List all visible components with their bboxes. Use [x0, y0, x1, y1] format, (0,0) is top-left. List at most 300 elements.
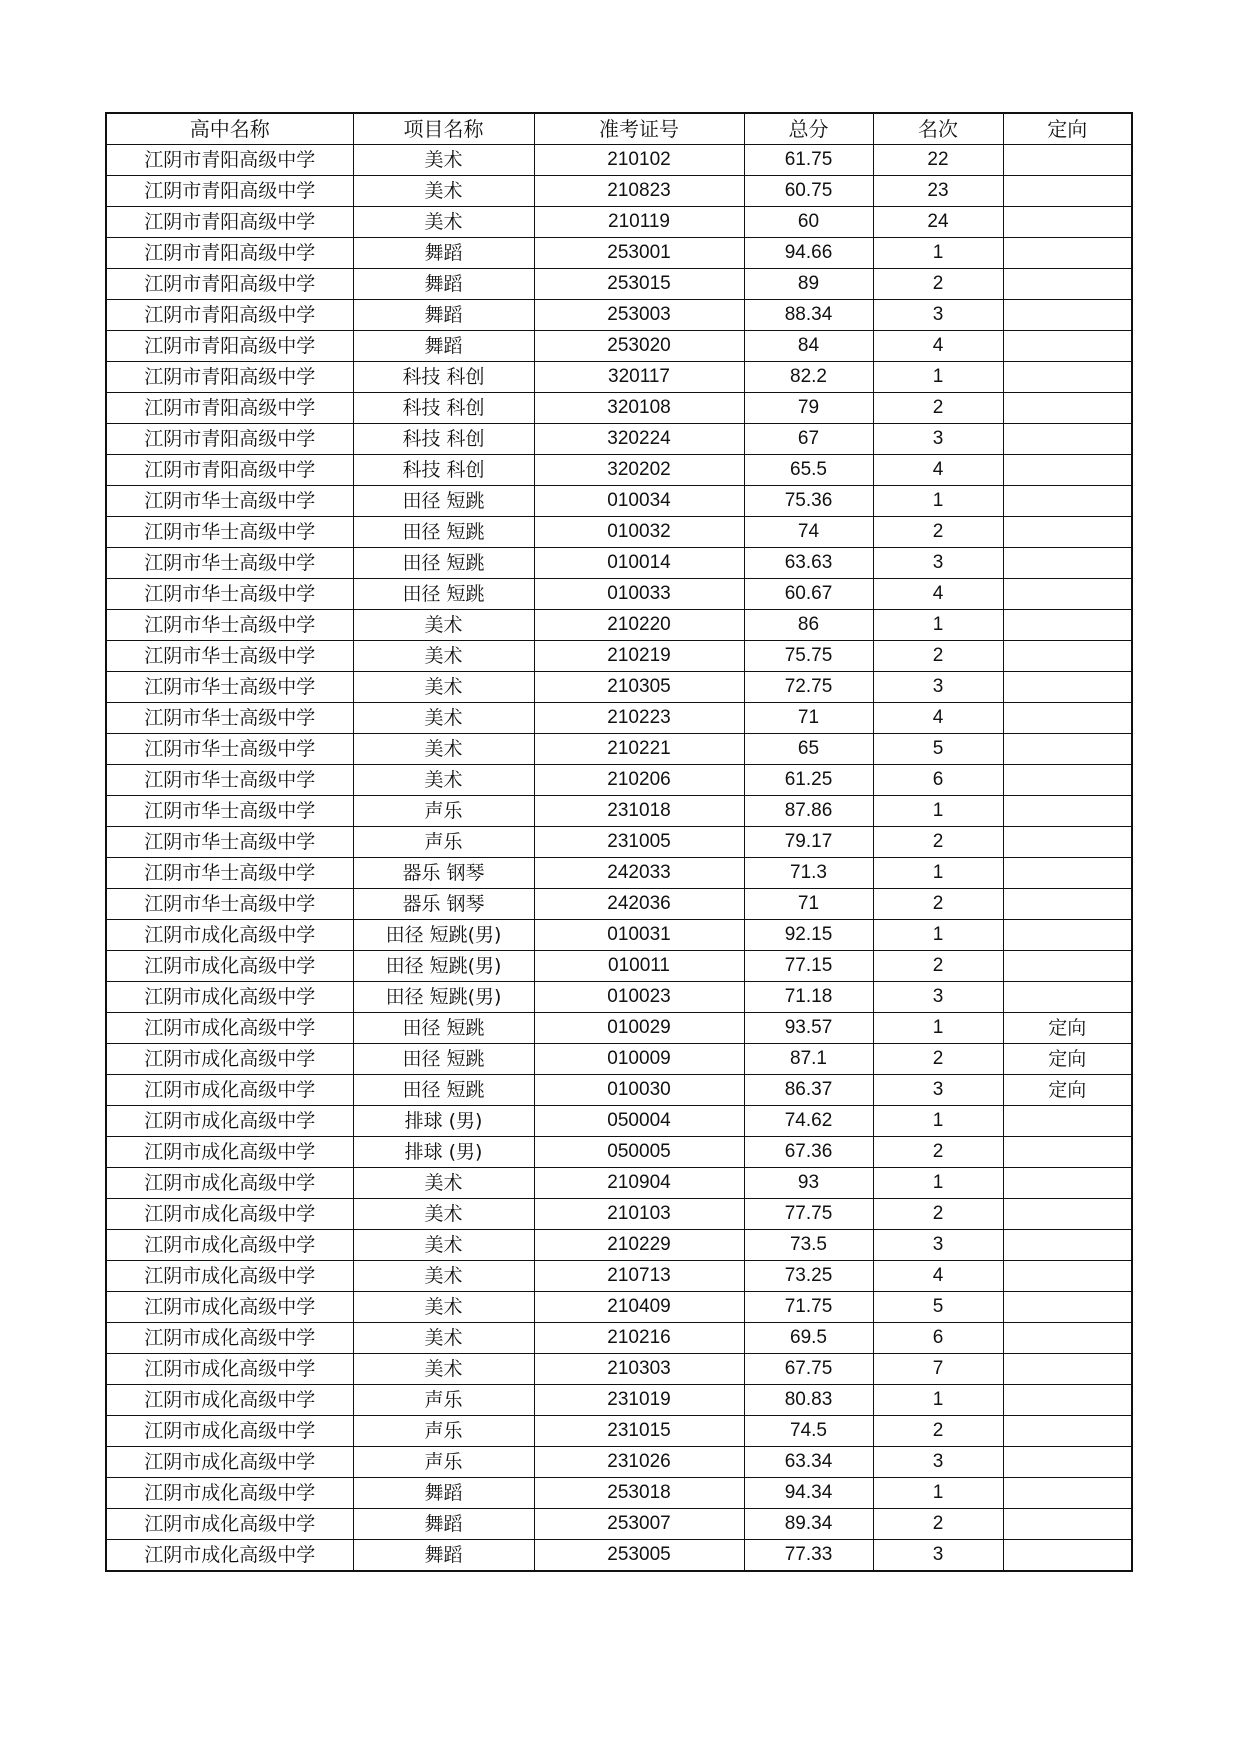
cell-school: 江阴市成化高级中学 [106, 1447, 353, 1478]
cell-rank: 6 [873, 1323, 1003, 1354]
cell-score: 89 [744, 269, 873, 300]
cell-directed: 定向 [1003, 1075, 1132, 1106]
cell-event: 田径 短跳 [353, 1075, 534, 1106]
cell-rank: 2 [873, 1044, 1003, 1075]
cell-rank: 3 [873, 1540, 1003, 1572]
cell-event: 美术 [353, 610, 534, 641]
cell-event: 科技 科创 [353, 393, 534, 424]
table-row [106, 300, 1132, 331]
cell-directed [1003, 548, 1132, 579]
cell-event: 排球 (男) [353, 1106, 534, 1137]
table-row [106, 1354, 1132, 1385]
cell-score: 75.75 [744, 641, 873, 672]
cell-score: 67.36 [744, 1137, 873, 1168]
cell-rank: 4 [873, 455, 1003, 486]
cell-rank: 6 [873, 765, 1003, 796]
cell-score: 87.1 [744, 1044, 873, 1075]
cell-event: 声乐 [353, 1416, 534, 1447]
header-directed: 定向 [1003, 113, 1132, 145]
cell-event: 声乐 [353, 796, 534, 827]
cell-event: 美术 [353, 1168, 534, 1199]
cell-event: 美术 [353, 145, 534, 176]
cell-school: 江阴市成化高级中学 [106, 1199, 353, 1230]
cell-directed [1003, 734, 1132, 765]
cell-directed [1003, 889, 1132, 920]
cell-school: 江阴市华士高级中学 [106, 796, 353, 827]
cell-score: 67.75 [744, 1354, 873, 1385]
cell-directed [1003, 1385, 1132, 1416]
cell-school: 江阴市成化高级中学 [106, 1354, 353, 1385]
cell-score: 65 [744, 734, 873, 765]
table-row [106, 1168, 1132, 1199]
cell-exam-id: 010030 [534, 1075, 744, 1106]
cell-event: 美术 [353, 176, 534, 207]
cell-rank: 5 [873, 734, 1003, 765]
cell-school: 江阴市青阳高级中学 [106, 393, 353, 424]
cell-exam-id: 050004 [534, 1106, 744, 1137]
cell-exam-id: 320108 [534, 393, 744, 424]
cell-exam-id: 210221 [534, 734, 744, 765]
cell-event: 科技 科创 [353, 455, 534, 486]
cell-directed [1003, 796, 1132, 827]
cell-exam-id: 210223 [534, 703, 744, 734]
header-exam-id: 准考证号 [534, 113, 744, 145]
cell-school: 江阴市青阳高级中学 [106, 362, 353, 393]
table-row [106, 610, 1132, 641]
cell-exam-id: 010014 [534, 548, 744, 579]
cell-score: 82.2 [744, 362, 873, 393]
table-row [106, 1106, 1132, 1137]
header-event: 项目名称 [353, 113, 534, 145]
cell-event: 舞蹈 [353, 238, 534, 269]
cell-exam-id: 320202 [534, 455, 744, 486]
table-row [106, 1416, 1132, 1447]
cell-directed [1003, 238, 1132, 269]
cell-exam-id: 050005 [534, 1137, 744, 1168]
cell-score: 79.17 [744, 827, 873, 858]
cell-exam-id: 010023 [534, 982, 744, 1013]
cell-score: 92.15 [744, 920, 873, 951]
table-row [106, 765, 1132, 796]
cell-directed [1003, 610, 1132, 641]
cell-event: 美术 [353, 703, 534, 734]
cell-rank: 2 [873, 1416, 1003, 1447]
cell-school: 江阴市华士高级中学 [106, 827, 353, 858]
cell-exam-id: 210409 [534, 1292, 744, 1323]
cell-school: 江阴市华士高级中学 [106, 734, 353, 765]
cell-school: 江阴市成化高级中学 [106, 1416, 353, 1447]
cell-school: 江阴市华士高级中学 [106, 765, 353, 796]
table-row [106, 579, 1132, 610]
cell-rank: 4 [873, 703, 1003, 734]
cell-directed [1003, 207, 1132, 238]
cell-school: 江阴市成化高级中学 [106, 1292, 353, 1323]
table-row [106, 1044, 1132, 1075]
cell-school: 江阴市华士高级中学 [106, 548, 353, 579]
header-school: 高中名称 [106, 113, 353, 145]
cell-score: 65.5 [744, 455, 873, 486]
cell-exam-id: 210823 [534, 176, 744, 207]
cell-rank: 1 [873, 1013, 1003, 1044]
cell-school: 江阴市华士高级中学 [106, 889, 353, 920]
cell-directed [1003, 765, 1132, 796]
cell-event: 田径 短跳(男) [353, 982, 534, 1013]
cell-directed [1003, 703, 1132, 734]
cell-directed [1003, 1416, 1132, 1447]
cell-exam-id: 010032 [534, 517, 744, 548]
cell-event: 美术 [353, 672, 534, 703]
table-row [106, 982, 1132, 1013]
cell-score: 71 [744, 703, 873, 734]
cell-rank: 1 [873, 796, 1003, 827]
cell-rank: 1 [873, 238, 1003, 269]
cell-school: 江阴市青阳高级中学 [106, 455, 353, 486]
cell-rank: 1 [873, 1106, 1003, 1137]
cell-rank: 4 [873, 579, 1003, 610]
cell-directed [1003, 455, 1132, 486]
cell-school: 江阴市青阳高级中学 [106, 238, 353, 269]
cell-school: 江阴市青阳高级中学 [106, 207, 353, 238]
cell-score: 73.25 [744, 1261, 873, 1292]
cell-directed [1003, 145, 1132, 176]
table-row [106, 672, 1132, 703]
cell-exam-id: 253018 [534, 1478, 744, 1509]
cell-score: 93.57 [744, 1013, 873, 1044]
cell-score: 67 [744, 424, 873, 455]
cell-score: 60.75 [744, 176, 873, 207]
cell-school: 江阴市华士高级中学 [106, 486, 353, 517]
cell-event: 排球 (男) [353, 1137, 534, 1168]
cell-exam-id: 231005 [534, 827, 744, 858]
cell-directed [1003, 672, 1132, 703]
cell-rank: 4 [873, 1261, 1003, 1292]
cell-school: 江阴市成化高级中学 [106, 1075, 353, 1106]
cell-rank: 2 [873, 1509, 1003, 1540]
cell-school: 江阴市华士高级中学 [106, 672, 353, 703]
cell-event: 田径 短跳 [353, 579, 534, 610]
table-row [106, 703, 1132, 734]
table-row [106, 1199, 1132, 1230]
table-row [106, 238, 1132, 269]
cell-school: 江阴市成化高级中学 [106, 920, 353, 951]
table-row [106, 858, 1132, 889]
cell-event: 科技 科创 [353, 362, 534, 393]
table-row [106, 1447, 1132, 1478]
cell-exam-id: 231018 [534, 796, 744, 827]
cell-directed [1003, 641, 1132, 672]
cell-exam-id: 253007 [534, 1509, 744, 1540]
cell-school: 江阴市青阳高级中学 [106, 269, 353, 300]
cell-rank: 2 [873, 393, 1003, 424]
cell-event: 美术 [353, 1199, 534, 1230]
cell-directed: 定向 [1003, 1044, 1132, 1075]
cell-directed [1003, 1199, 1132, 1230]
cell-score: 86 [744, 610, 873, 641]
cell-score: 63.63 [744, 548, 873, 579]
cell-directed: 定向 [1003, 1013, 1132, 1044]
table-row [106, 455, 1132, 486]
cell-event: 美术 [353, 1261, 534, 1292]
header-rank: 名次 [873, 113, 1003, 145]
cell-event: 舞蹈 [353, 1509, 534, 1540]
table-row [106, 1230, 1132, 1261]
cell-event: 田径 短跳 [353, 1013, 534, 1044]
header-row [106, 113, 1132, 145]
table-row [106, 1385, 1132, 1416]
cell-school: 江阴市成化高级中学 [106, 1168, 353, 1199]
table-row [106, 1013, 1132, 1044]
cell-event: 器乐 钢琴 [353, 858, 534, 889]
cell-score: 71.3 [744, 858, 873, 889]
cell-event: 田径 短跳 [353, 548, 534, 579]
table-row [106, 827, 1132, 858]
cell-exam-id: 253001 [534, 238, 744, 269]
cell-rank: 22 [873, 145, 1003, 176]
cell-rank: 1 [873, 486, 1003, 517]
cell-exam-id: 210713 [534, 1261, 744, 1292]
table-row [106, 1261, 1132, 1292]
cell-rank: 3 [873, 300, 1003, 331]
cell-score: 74.5 [744, 1416, 873, 1447]
cell-directed [1003, 1168, 1132, 1199]
cell-exam-id: 320117 [534, 362, 744, 393]
table-row [106, 176, 1132, 207]
cell-rank: 3 [873, 1447, 1003, 1478]
cell-school: 江阴市华士高级中学 [106, 703, 353, 734]
cell-school: 江阴市华士高级中学 [106, 579, 353, 610]
cell-rank: 1 [873, 1385, 1003, 1416]
table-row [106, 951, 1132, 982]
cell-rank: 2 [873, 641, 1003, 672]
cell-rank: 1 [873, 858, 1003, 889]
table-row [106, 1292, 1132, 1323]
table-row [106, 424, 1132, 455]
cell-school: 江阴市成化高级中学 [106, 1509, 353, 1540]
cell-event: 舞蹈 [353, 1478, 534, 1509]
cell-directed [1003, 1137, 1132, 1168]
cell-score: 80.83 [744, 1385, 873, 1416]
cell-exam-id: 210303 [534, 1354, 744, 1385]
cell-event: 声乐 [353, 827, 534, 858]
table-row [106, 517, 1132, 548]
cell-directed [1003, 1106, 1132, 1137]
cell-score: 75.36 [744, 486, 873, 517]
table-row [106, 641, 1132, 672]
cell-score: 86.37 [744, 1075, 873, 1106]
cell-directed [1003, 579, 1132, 610]
cell-school: 江阴市成化高级中学 [106, 1261, 353, 1292]
cell-exam-id: 010034 [534, 486, 744, 517]
table-body [106, 145, 1132, 1572]
cell-school: 江阴市成化高级中学 [106, 1540, 353, 1572]
cell-school: 江阴市成化高级中学 [106, 1323, 353, 1354]
cell-event: 田径 短跳 [353, 1044, 534, 1075]
cell-rank: 2 [873, 1199, 1003, 1230]
cell-school: 江阴市成化高级中学 [106, 951, 353, 982]
cell-rank: 1 [873, 610, 1003, 641]
cell-event: 美术 [353, 641, 534, 672]
cell-rank: 2 [873, 1137, 1003, 1168]
cell-directed [1003, 827, 1132, 858]
cell-exam-id: 010011 [534, 951, 744, 982]
cell-school: 江阴市华士高级中学 [106, 517, 353, 548]
cell-exam-id: 010009 [534, 1044, 744, 1075]
cell-rank: 3 [873, 672, 1003, 703]
cell-score: 84 [744, 331, 873, 362]
cell-score: 77.75 [744, 1199, 873, 1230]
cell-event: 美术 [353, 1292, 534, 1323]
cell-rank: 7 [873, 1354, 1003, 1385]
cell-directed [1003, 362, 1132, 393]
table-row [106, 1323, 1132, 1354]
cell-exam-id: 010031 [534, 920, 744, 951]
cell-rank: 2 [873, 827, 1003, 858]
cell-directed [1003, 1509, 1132, 1540]
cell-score: 61.75 [744, 145, 873, 176]
cell-rank: 23 [873, 176, 1003, 207]
cell-school: 江阴市成化高级中学 [106, 1106, 353, 1137]
cell-directed [1003, 269, 1132, 300]
table-row [106, 1540, 1132, 1572]
cell-directed [1003, 951, 1132, 982]
cell-event: 器乐 钢琴 [353, 889, 534, 920]
cell-directed [1003, 393, 1132, 424]
table-row [106, 362, 1132, 393]
cell-rank: 1 [873, 362, 1003, 393]
cell-school: 江阴市成化高级中学 [106, 1013, 353, 1044]
cell-event: 舞蹈 [353, 1540, 534, 1572]
cell-score: 73.5 [744, 1230, 873, 1261]
cell-school: 江阴市青阳高级中学 [106, 300, 353, 331]
cell-exam-id: 210216 [534, 1323, 744, 1354]
cell-directed [1003, 486, 1132, 517]
table-row [106, 269, 1132, 300]
cell-exam-id: 210219 [534, 641, 744, 672]
cell-rank: 4 [873, 331, 1003, 362]
cell-event: 科技 科创 [353, 424, 534, 455]
cell-score: 87.86 [744, 796, 873, 827]
cell-event: 美术 [353, 207, 534, 238]
table-row [106, 1075, 1132, 1106]
cell-score: 93 [744, 1168, 873, 1199]
cell-exam-id: 253015 [534, 269, 744, 300]
cell-directed [1003, 331, 1132, 362]
cell-school: 江阴市青阳高级中学 [106, 424, 353, 455]
cell-event: 声乐 [353, 1447, 534, 1478]
cell-school: 江阴市华士高级中学 [106, 610, 353, 641]
cell-school: 江阴市成化高级中学 [106, 1044, 353, 1075]
cell-rank: 5 [873, 1292, 1003, 1323]
cell-directed [1003, 1292, 1132, 1323]
cell-directed [1003, 176, 1132, 207]
cell-score: 88.34 [744, 300, 873, 331]
cell-score: 71.18 [744, 982, 873, 1013]
cell-exam-id: 210206 [534, 765, 744, 796]
cell-event: 舞蹈 [353, 269, 534, 300]
cell-event: 美术 [353, 765, 534, 796]
table-row [106, 796, 1132, 827]
cell-school: 江阴市青阳高级中学 [106, 176, 353, 207]
cell-rank: 1 [873, 1168, 1003, 1199]
table-row [106, 920, 1132, 951]
cell-exam-id: 242033 [534, 858, 744, 889]
cell-school: 江阴市成化高级中学 [106, 1230, 353, 1261]
cell-score: 94.34 [744, 1478, 873, 1509]
cell-event: 美术 [353, 734, 534, 765]
cell-school: 江阴市成化高级中学 [106, 982, 353, 1013]
cell-directed [1003, 1323, 1132, 1354]
cell-event: 田径 短跳 [353, 517, 534, 548]
cell-exam-id: 253003 [534, 300, 744, 331]
table-row [106, 548, 1132, 579]
cell-exam-id: 210305 [534, 672, 744, 703]
cell-rank: 1 [873, 920, 1003, 951]
cell-score: 77.33 [744, 1540, 873, 1572]
table-row [106, 1509, 1132, 1540]
cell-exam-id: 010029 [534, 1013, 744, 1044]
table-row [106, 889, 1132, 920]
cell-event: 美术 [353, 1354, 534, 1385]
cell-directed [1003, 920, 1132, 951]
cell-directed [1003, 1540, 1132, 1572]
cell-rank: 2 [873, 517, 1003, 548]
cell-directed [1003, 1447, 1132, 1478]
cell-event: 美术 [353, 1323, 534, 1354]
cell-score: 60.67 [744, 579, 873, 610]
table-row [106, 486, 1132, 517]
cell-exam-id: 210119 [534, 207, 744, 238]
table-row [106, 331, 1132, 362]
cell-score: 71.75 [744, 1292, 873, 1323]
cell-exam-id: 010033 [534, 579, 744, 610]
table-row [106, 207, 1132, 238]
cell-exam-id: 242036 [534, 889, 744, 920]
cell-score: 61.25 [744, 765, 873, 796]
cell-directed [1003, 982, 1132, 1013]
cell-directed [1003, 1478, 1132, 1509]
cell-school: 江阴市成化高级中学 [106, 1137, 353, 1168]
cell-event: 田径 短跳(男) [353, 951, 534, 982]
cell-exam-id: 231015 [534, 1416, 744, 1447]
cell-rank: 3 [873, 1230, 1003, 1261]
table-row [106, 145, 1132, 176]
cell-rank: 3 [873, 1075, 1003, 1106]
cell-directed [1003, 1261, 1132, 1292]
cell-event: 田径 短跳(男) [353, 920, 534, 951]
cell-directed [1003, 1230, 1132, 1261]
cell-rank: 3 [873, 982, 1003, 1013]
cell-score: 89.34 [744, 1509, 873, 1540]
cell-school: 江阴市华士高级中学 [106, 641, 353, 672]
cell-school: 江阴市青阳高级中学 [106, 331, 353, 362]
cell-event: 声乐 [353, 1385, 534, 1416]
table-row [106, 393, 1132, 424]
cell-rank: 24 [873, 207, 1003, 238]
cell-score: 63.34 [744, 1447, 873, 1478]
header-score: 总分 [744, 113, 873, 145]
cell-rank: 2 [873, 951, 1003, 982]
cell-score: 69.5 [744, 1323, 873, 1354]
cell-event: 舞蹈 [353, 331, 534, 362]
cell-score: 79 [744, 393, 873, 424]
results-table [105, 112, 1133, 1572]
cell-score: 74.62 [744, 1106, 873, 1137]
cell-exam-id: 231026 [534, 1447, 744, 1478]
cell-score: 94.66 [744, 238, 873, 269]
cell-rank: 2 [873, 889, 1003, 920]
cell-event: 田径 短跳 [353, 486, 534, 517]
cell-score: 60 [744, 207, 873, 238]
